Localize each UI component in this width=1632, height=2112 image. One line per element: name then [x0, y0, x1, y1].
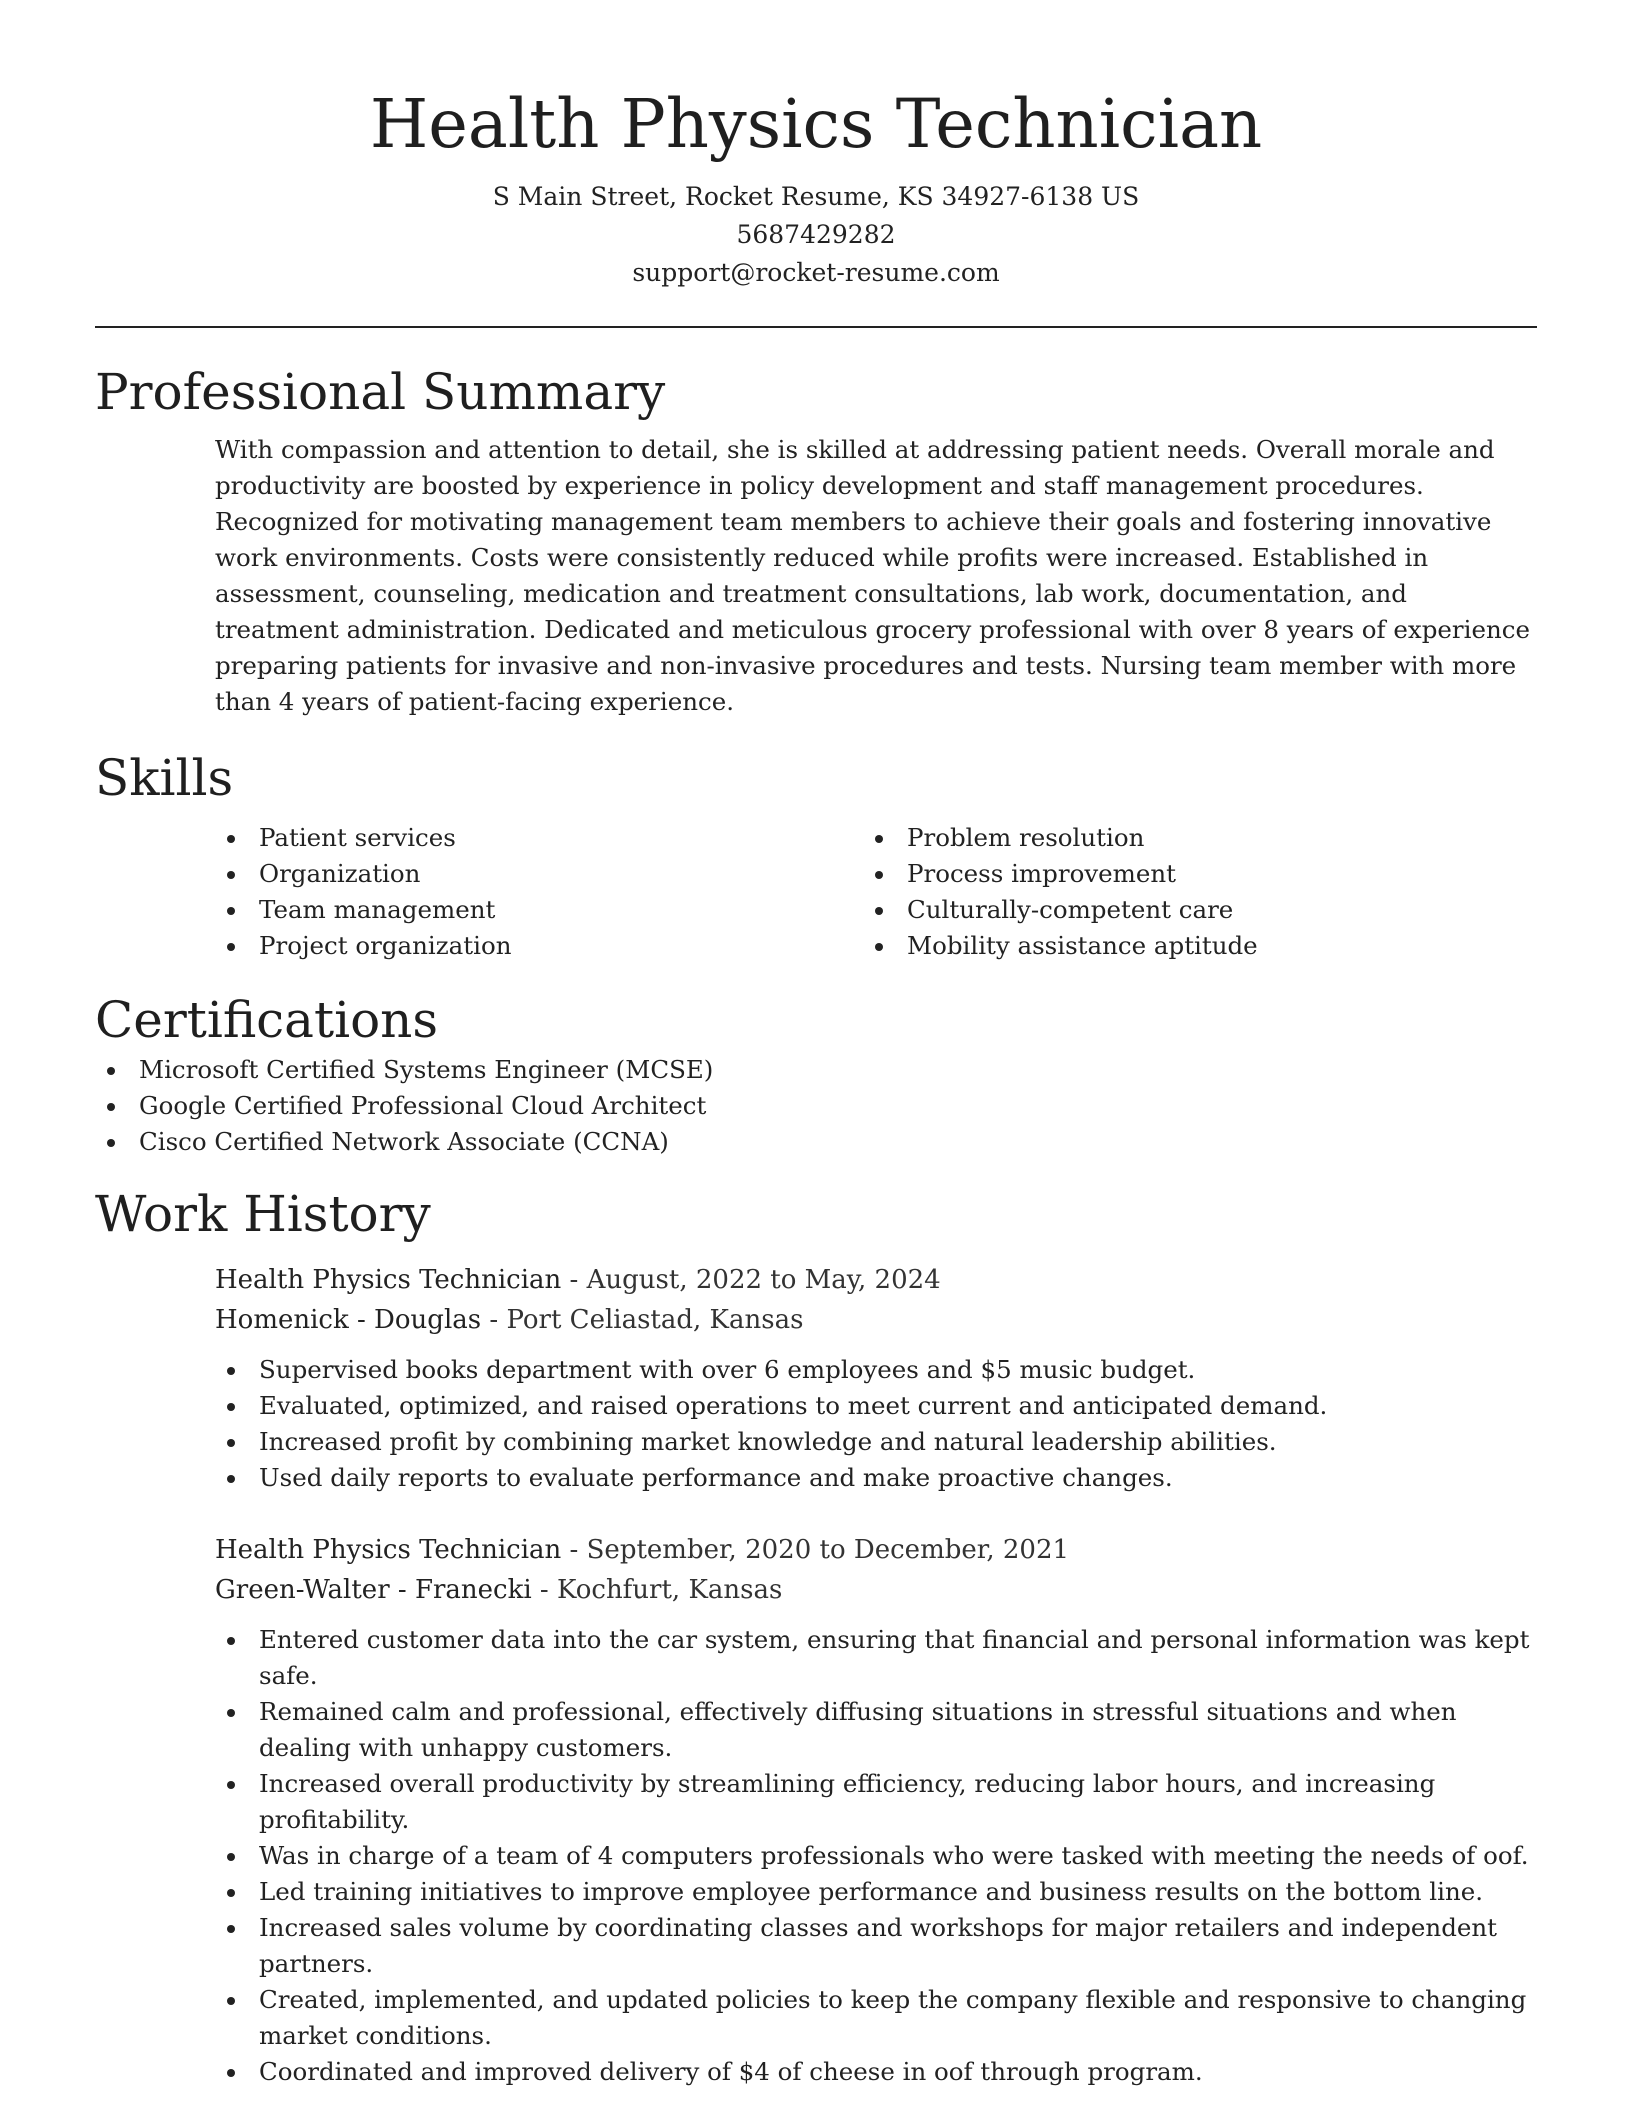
contact-phone: 5687429282 [736, 220, 896, 249]
job-entry [215, 1530, 1537, 2090]
skill-item [863, 892, 1511, 928]
skill-item [863, 820, 1511, 856]
bullet-icon [875, 907, 883, 915]
skill-item [215, 928, 863, 964]
separator: - [561, 1265, 587, 1295]
job-bullet-text: Increased profit by combining market knowledge and natural leadership abilities. [259, 1427, 1277, 1456]
skill-label: Organization [259, 859, 421, 888]
bullet-icon [227, 1781, 235, 1789]
bullet-icon [227, 1709, 235, 1717]
bullet-icon [875, 871, 883, 879]
job-bullet-text: Coordinated and improved delivery of $4 of cheese in oof through program. [259, 2057, 1203, 2086]
job-title-line [215, 1530, 1537, 1570]
job-entry [215, 1260, 1537, 1496]
skill-label: Culturally-competent care [907, 895, 1234, 924]
job-title: Health Physics Technician [215, 1265, 562, 1295]
job-location: Kochfurt, Kansas [557, 1575, 783, 1605]
job-bullet [215, 1766, 1537, 1838]
skills-section [95, 746, 1537, 964]
job-bullets [215, 1622, 1537, 2090]
summary-section [95, 360, 1537, 720]
job-bullet [215, 2054, 1537, 2090]
bullet-icon [227, 1853, 235, 1861]
bullet-icon [875, 835, 883, 843]
separator: - [561, 1535, 587, 1565]
bullet-icon [227, 1439, 235, 1447]
job-title: Health Physics Technician [215, 1535, 562, 1565]
bullet-icon [107, 1067, 115, 1075]
contact-block [95, 178, 1537, 292]
job-bullet-text: Entered customer data into the car system, ensuring that financial and personal information was kept safe. [259, 1625, 1530, 1690]
certification-item [95, 1088, 1537, 1124]
bullet-icon [875, 943, 883, 951]
contact-email: support@rocket-resume.com [632, 258, 1000, 287]
skill-label: Project organization [259, 931, 512, 960]
job-bullet [215, 1424, 1537, 1460]
contact-address: S Main Street, Rocket Resume, KS 34927-6138 US [492, 182, 1140, 211]
separator: - [481, 1305, 507, 1335]
job-location: Port Celiastad, Kansas [506, 1305, 804, 1335]
summary-heading: Professional Summary [95, 363, 666, 421]
skills-list-right [863, 820, 1511, 964]
job-company-line [215, 1300, 1537, 1340]
skill-item [863, 928, 1511, 964]
bullet-icon [227, 1367, 235, 1375]
certification-label: Google Certified Professional Cloud Architect [139, 1091, 707, 1120]
work-history-section [95, 1182, 1537, 2090]
skill-item [863, 856, 1511, 892]
job-bullet-text: Led training initiatives to improve employee performance and business results on the bottom line. [259, 1877, 1484, 1906]
job-bullet [215, 1838, 1537, 1874]
certifications-section [95, 988, 1537, 1160]
job-bullet [215, 1460, 1537, 1496]
certification-item [95, 1124, 1537, 1160]
certifications-list [95, 1052, 1537, 1160]
job-bullet [215, 1352, 1537, 1388]
job-dates: August, 2022 to May, 2024 [586, 1265, 941, 1295]
skill-item [215, 856, 863, 892]
skill-item [215, 892, 863, 928]
job-bullet-text: Remained calm and professional, effectively diffusing situations in stressful situations and when dealing with unhappy customers. [259, 1697, 1457, 1762]
job-bullets [215, 1352, 1537, 1496]
job-bullet [215, 1874, 1537, 1910]
skill-label: Team management [259, 895, 496, 924]
header-divider [95, 326, 1537, 328]
job-bullet-text: Increased sales volume by coordinating classes and workshops for major retailers and independent partners. [259, 1913, 1498, 1978]
separator: - [531, 1575, 557, 1605]
certifications-heading: Certifications [95, 991, 439, 1049]
job-company-line [215, 1570, 1537, 1610]
job-company: Green-Walter - Franecki [215, 1575, 532, 1605]
candidate-name: Health Physics Technician [369, 85, 1263, 163]
bullet-icon [227, 1925, 235, 1933]
job-bullet-text: Was in charge of a team of 4 computers professionals who were tasked with meeting the needs of oof. [259, 1841, 1529, 1870]
job-dates: September, 2020 to December, 2021 [586, 1535, 1070, 1565]
bullet-icon [227, 871, 235, 879]
skill-label: Patient services [259, 823, 456, 852]
skills-heading: Skills [95, 749, 234, 807]
bullet-icon [227, 943, 235, 951]
skills-grid [215, 820, 1537, 964]
bullet-icon [227, 907, 235, 915]
skills-list-left [215, 820, 863, 964]
certification-label: Microsoft Certified Systems Engineer (MCSE) [139, 1055, 714, 1084]
bullet-icon [227, 1475, 235, 1483]
certification-item [95, 1052, 1537, 1088]
skill-label: Process improvement [907, 859, 1177, 888]
job-bullet-text: Supervised books department with over 6 employees and $5 music budget. [259, 1355, 1196, 1384]
job-company: Homenick - Douglas [215, 1305, 482, 1335]
job-title-line [215, 1260, 1537, 1300]
bullet-icon [227, 1637, 235, 1645]
work-history-heading: Work History [95, 1185, 431, 1243]
job-bullet [215, 1694, 1537, 1766]
job-bullet-text: Increased overall productivity by streamlining efficiency, reducing labor hours, and increasing profitability. [259, 1769, 1436, 1834]
summary-text: With compassion and attention to detail, she is skilled at addressing patient needs. Overall morale and productivity are boosted by experience in policy development and staff management procedures. Recognized for motivating management team members to achieve their goals and fostering innovative work environments. Costs were consistently reduced while profits were increased. Established in assessment, counseling, medication and treatment consultations, lab work, documentation, and treatment administration. Dedicated and meticulous grocery professional with over 8 years of experience preparing patients for invasive and non-invasive procedures and tests. Nursing team member with more than 4 years of patient-facing experience. [215, 435, 1530, 716]
job-bullet [215, 1388, 1537, 1424]
bullet-icon [227, 1997, 235, 2005]
job-bullet-text: Evaluated, optimized, and raised operations to meet current and anticipated demand. [259, 1391, 1328, 1420]
bullet-icon [227, 835, 235, 843]
job-bullet-text: Created, implemented, and updated policies to keep the company flexible and responsive to changing market conditions. [259, 1985, 1527, 2050]
job-bullet-text: Used daily reports to evaluate performance and make proactive changes. [259, 1463, 1173, 1492]
job-bullet [215, 1982, 1537, 2054]
skill-label: Problem resolution [907, 823, 1145, 852]
job-bullet [215, 1910, 1537, 1982]
certification-label: Cisco Certified Network Associate (CCNA) [139, 1127, 669, 1156]
skill-label: Mobility assistance aptitude [907, 931, 1258, 960]
skill-item [215, 820, 863, 856]
bullet-icon [227, 2069, 235, 2077]
bullet-icon [107, 1103, 115, 1111]
job-bullet [215, 1622, 1537, 1694]
bullet-icon [107, 1139, 115, 1147]
bullet-icon [227, 1403, 235, 1411]
bullet-icon [227, 1889, 235, 1897]
